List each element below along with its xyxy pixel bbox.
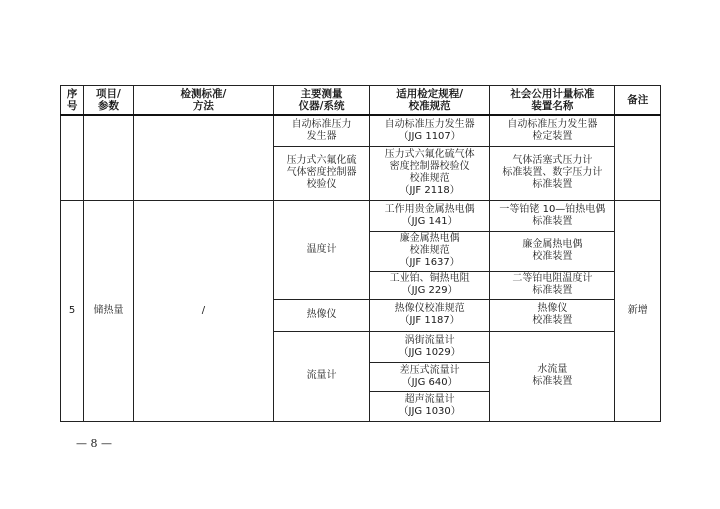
header-item: 项目/ 参数 (84, 86, 133, 116)
header-remark: 备注 (615, 86, 661, 116)
method-cell: / (133, 200, 273, 421)
standard-cell: 热像仪 校准装置 (490, 299, 615, 331)
standard-cell: 廉金属热电偶 校准装置 (490, 231, 615, 271)
instrument-cell-thermometer: 温度计 (274, 200, 370, 299)
seq-cell-continued (61, 115, 84, 200)
header-regulation: 适用检定规程/ 校准规范 (370, 86, 490, 116)
standard-cell: 一等铂铑 10—铂热电偶 标准装置 (490, 200, 615, 231)
regulation-cell: 自动标准压力发生器 （JJG 1107） (370, 115, 490, 146)
remark-cell-continued (615, 115, 661, 200)
calibration-table (60, 85, 661, 422)
table-row (61, 200, 661, 231)
regulation-cell: 工业铂、铜热电阻 （JJG 229） (370, 271, 490, 299)
instrument-cell-thermal-imager: 热像仪 (274, 299, 370, 331)
header-method: 检测标准/ 方法 (133, 86, 273, 116)
header-standard: 社会公用计量标准 装置名称 (490, 86, 615, 116)
table-header-row (61, 86, 661, 116)
standard-cell: 气体活塞式压力计 标准装置、数字压力计 标准装置 (490, 146, 615, 200)
regulation-cell: 工作用贵金属热电偶 （JJG 141） (370, 200, 490, 231)
regulation-cell: 廉金属热电偶 校准规范 （JJF 1637） (370, 231, 490, 271)
table-row (61, 115, 661, 146)
regulation-cell: 压力式六氟化硫气体 密度控制器校验仪 校准规范 （JJF 2118） (370, 146, 490, 200)
regulation-cell: 差压式流量计 （JJG 640） (370, 362, 490, 391)
remark-cell: 新增 (615, 200, 661, 421)
instrument-cell: 自动标准压力 发生器 (274, 115, 370, 146)
standard-cell: 自动标准压力发生器 检定装置 (490, 115, 615, 146)
regulation-cell: 超声流量计 （JJG 1030） (370, 391, 490, 421)
header-seq: 序 号 (61, 86, 84, 116)
instrument-cell: 压力式六氟化硫 气体密度控制器 校验仪 (274, 146, 370, 200)
instrument-cell-flowmeter: 流量计 (274, 331, 370, 421)
header-instrument: 主要测量 仪器/系统 (274, 86, 370, 116)
page-number: — 8 — (76, 437, 112, 450)
standard-cell-water-flow: 水流量 标准装置 (490, 331, 615, 421)
item-cell: 储热量 (84, 200, 133, 421)
standard-cell: 二等铂电阻温度计 标准装置 (490, 271, 615, 299)
item-cell-continued (84, 115, 133, 200)
seq-cell: 5 (61, 200, 84, 421)
method-cell-continued (133, 115, 273, 200)
regulation-cell: 热像仪校准规范 （JJF 1187） (370, 299, 490, 331)
regulation-cell: 涡街流量计 （JJG 1029） (370, 331, 490, 362)
